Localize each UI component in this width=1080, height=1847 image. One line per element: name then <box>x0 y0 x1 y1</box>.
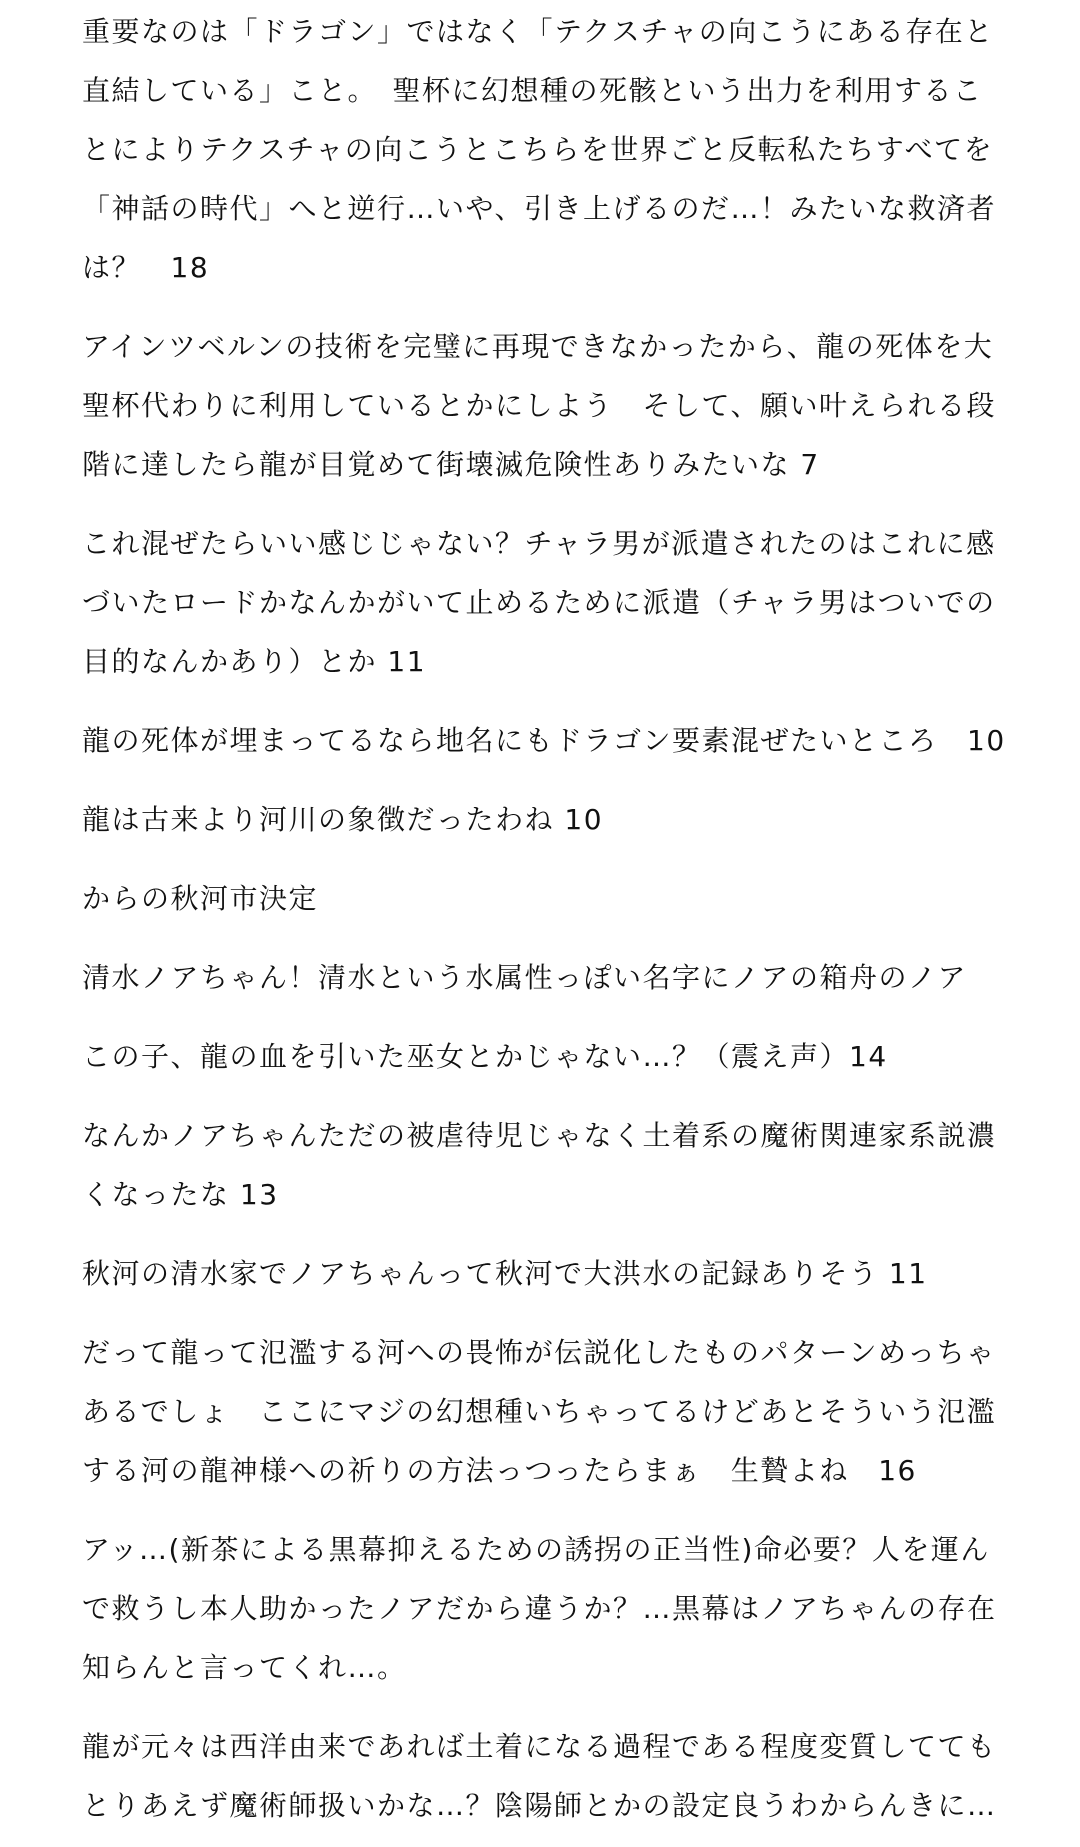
text-line: これ混ぜたらいい感じじゃない？チャラ男が派遣されたのはこれに感 <box>82 527 996 560</box>
text-line: づいたロードかなんかがいて止めるために派遣（チャラ男はついでの <box>82 586 996 619</box>
text-line: くなったな 13 <box>82 1178 279 1211</box>
paragraph-1 <box>82 2 1002 297</box>
text-line: 龍は古来より河川の象徴だったわね 10 <box>82 803 604 836</box>
paragraph-8 <box>82 1027 1002 1086</box>
text-line: 階に達したら龍が目覚めて街壊滅危険性ありみたいな 7 <box>82 448 820 481</box>
paragraph-13 <box>82 1717 1002 1835</box>
paragraph-3 <box>82 514 1002 691</box>
text-line: 聖杯代わりに利用しているとかにしよう そして、願い叶えられる段 <box>82 389 996 422</box>
text-line: 龍の死体が埋まってるなら地名にもドラゴン要素混ぜたいところ 10 <box>82 724 1006 757</box>
text-line: する河の龍神様への祈りの方法っつったらまぁ 生贄よね 16 <box>82 1454 917 1487</box>
text-line: アッ…(新茶による黒幕抑えるための誘拐の正当性)命必要？人を運ん <box>82 1533 990 1566</box>
text-line: あるでしょ ここにマジの幻想種いちゃってるけどあとそういう氾濫 <box>82 1395 997 1428</box>
text-line: とりあえず魔術師扱いかな…？陰陽師とかの設定良うわからんきに… <box>82 1789 997 1822</box>
paragraph-2 <box>82 317 1002 494</box>
text-line: とによりテクスチャの向こうとこちらを世界ごと反転私たちすべてを <box>82 133 994 166</box>
text-line: なんかノアちゃんただの被虐待児じゃなく土着系の魔術関連家系説濃 <box>82 1119 997 1152</box>
text-line: からの秋河市決定 <box>82 882 319 915</box>
paragraph-6 <box>82 869 1002 928</box>
paragraph-9 <box>82 1106 1002 1224</box>
text-line: 「神話の時代」へと逆行…いや、引き上げるのだ…！みたいな救済者 <box>82 192 996 225</box>
text-line: 清水ノアちゃん！清水という水属性っぽい名字にノアの箱舟のノア <box>82 961 968 994</box>
paragraph-11 <box>82 1323 1002 1500</box>
text-line: だって龍って氾濫する河への畏怖が伝説化したものパターンめっちゃ <box>82 1336 996 1369</box>
text-line: 龍が元々は西洋由来であれば土着になる過程である程度変質してても <box>82 1730 997 1763</box>
paragraph-5 <box>82 790 1002 849</box>
paragraph-10 <box>82 1244 1002 1303</box>
paragraph-4 <box>82 711 1006 770</box>
text-line: 秋河の清水家でノアちゃんって秋河で大洪水の記録ありそう 11 <box>82 1257 928 1290</box>
text-line: 重要なのは「ドラゴン」ではなく「テクスチャの向こうにある存在と <box>82 15 994 48</box>
text-line: 目的なんかあり）とか 11 <box>82 645 427 678</box>
text-line: で救うし本人助かったノアだから違うか？…黒幕はノアちゃんの存在 <box>82 1592 997 1625</box>
text-line: 知らんと言ってくれ…。 <box>82 1651 407 1684</box>
paragraph-7 <box>82 948 1002 1007</box>
text-line: 直結している」こと。 聖杯に幻想種の死骸という出力を利用するこ <box>82 74 983 107</box>
text-line: アインツベルンの技術を完璧に再現できなかったから、龍の死体を大 <box>82 330 994 363</box>
text-line: この子、龍の血を引いた巫女とかじゃない…？（震え声）14 <box>82 1040 888 1073</box>
text-line: は？ 18 <box>82 251 210 284</box>
paragraph-12 <box>82 1520 1002 1697</box>
